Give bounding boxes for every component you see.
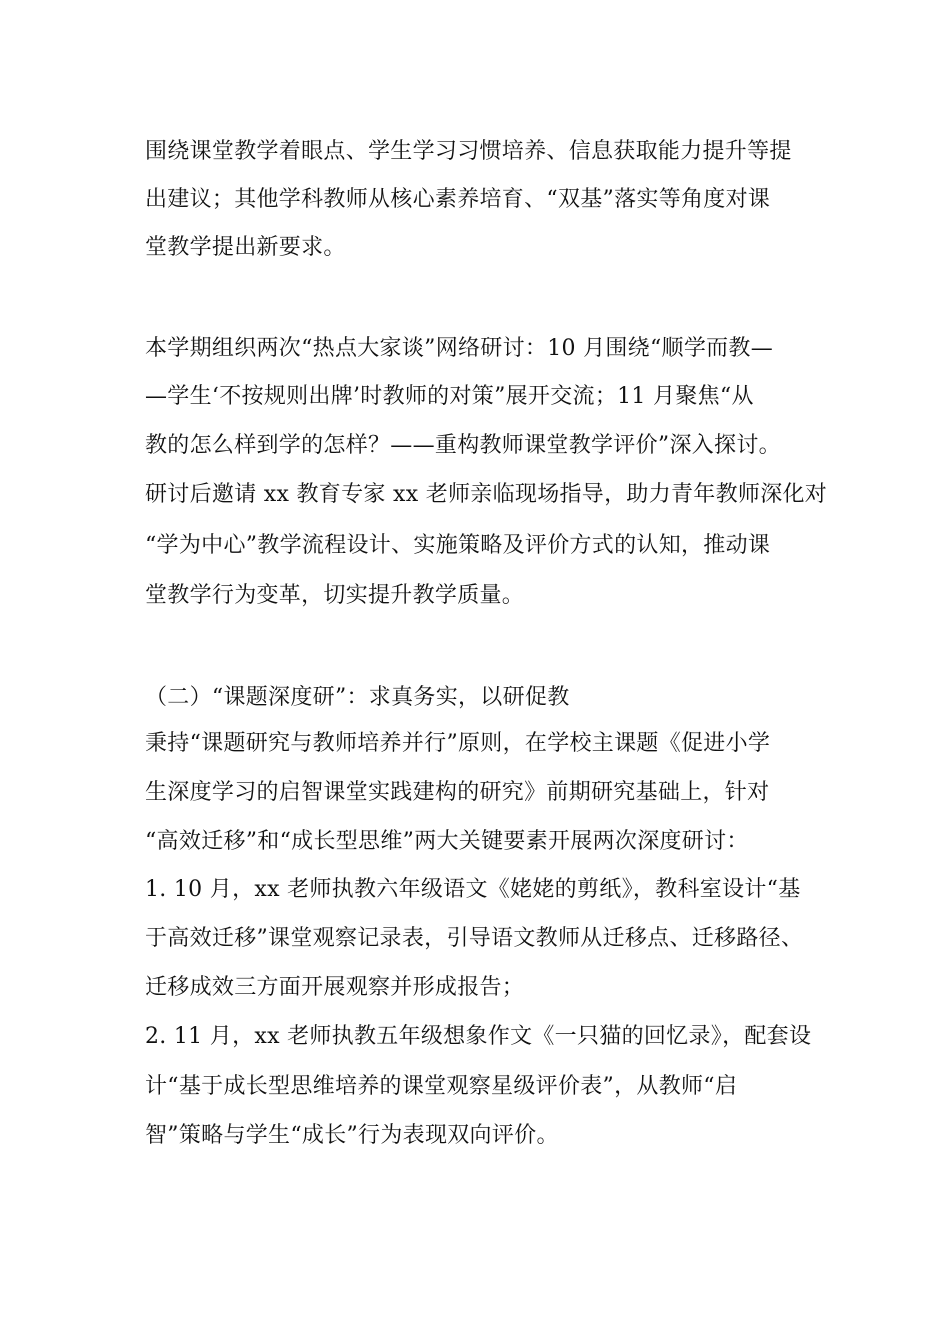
text-line: 智”策略与学生“成长”行为表现双向评价。 — [145, 1123, 559, 1148]
text-line: 教的怎么样到学的怎样？——重构教师课堂教学评价”深入探讨。 — [145, 433, 781, 458]
text-line: 1. 10 月，xx 老师执教六年级语文《姥姥的剪纸》，教科室设计“基 — [145, 877, 801, 902]
text-line: 秉持“课题研究与教师培养并行”原则，在学校主课题《促进小学 — [145, 731, 771, 756]
text-line: 于高效迁移”课堂观察记录表，引导语文教师从迁移点、迁移路径、 — [145, 926, 804, 951]
text-line: “高效迁移”和“成长型思维”两大关键要素开展两次深度研讨： — [145, 829, 749, 854]
text-line: —学生‘不按规则出牌’时教师的对策”展开交流；11 月聚焦“从 — [145, 384, 754, 409]
text-line: 迁移成效三方面开展观察并形成报告； — [145, 975, 525, 1000]
text-line: 2. 11 月，xx 老师执教五年级想象作文《一只猫的回忆录》，配套设 — [145, 1024, 812, 1049]
text-line: 本学期组织两次“热点大家谈”网络研讨：10 月围绕“顺学而教— — [145, 336, 774, 361]
text-line: “学为中心”教学流程设计、实施策略及评价方式的认知，推动课 — [145, 533, 771, 558]
text-line: 堂教学行为变革，切实提升教学质量。 — [145, 583, 525, 608]
text-line: 堂教学提出新要求。 — [145, 235, 346, 260]
section-heading: （二）“课题深度研”：求真务实，以研促教 — [145, 685, 570, 710]
text-line: 生深度学习的启智课堂实践建构的研究》前期研究基础上，针对 — [145, 780, 770, 805]
text-line: 出建议；其他学科教师从核心素养培育、“双基”落实等角度对课 — [145, 187, 771, 212]
text-line: 计“基于成长型思维培养的课堂观察星级评价表”，从教师“启 — [145, 1074, 738, 1099]
text-line: 研讨后邀请 xx 教育专家 xx 老师亲临现场指导，助力青年教师深化对 — [145, 482, 828, 507]
text-line: 围绕课堂教学着眼点、学生学习习惯培养、信息获取能力提升等提 — [145, 139, 792, 164]
